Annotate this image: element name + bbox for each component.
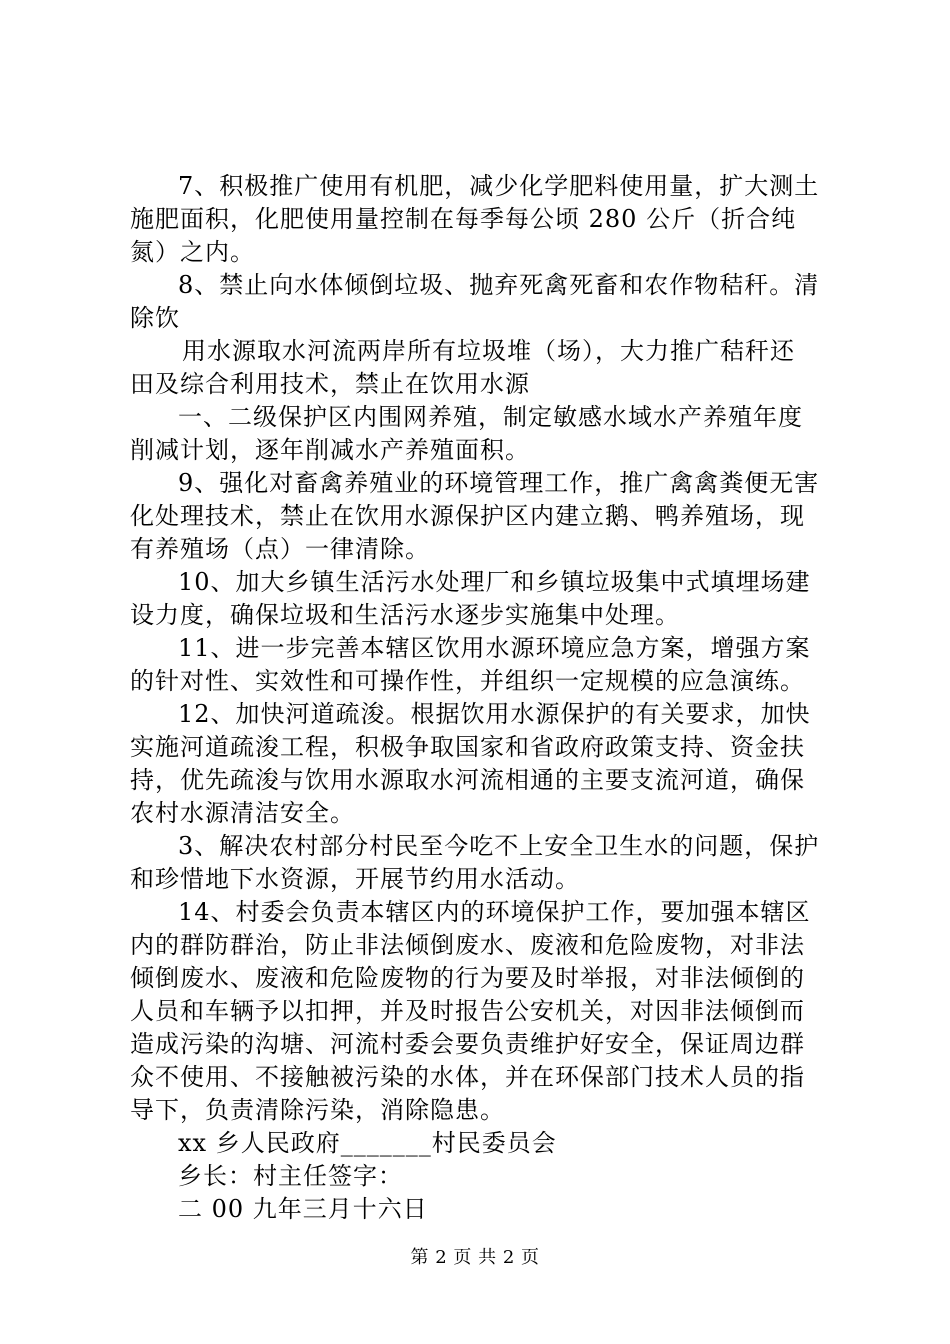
page-footer: 第 2 页 共 2 页 [410,1247,540,1268]
text-line: 有养殖场（点）一律清除。 [130,535,430,563]
text-line: 用水源取水河流两岸所有垃圾堆（场），大力推广秸秆还 [182,337,795,365]
text-line: 持，优先疏浚与饮用水源取水河流相通的主要支流河道，确保 [130,766,805,794]
signature-parties [130,1127,830,1160]
signature-titles [130,1160,830,1193]
paragraph-item-10 [130,566,830,632]
paragraph-item-9 [130,467,830,566]
paragraph-item-8-continued [130,335,830,401]
text-line: 乡长：村主任签字： [178,1162,403,1190]
text-line: 12、加快河道疏浚。根据饮用水源保护的有关要求，加快 [178,700,811,728]
text-line: 众不使用、不接触被污染的水体，并在环保部门技术人员的指 [130,1063,805,1091]
text-line: 10、加大乡镇生活污水处理厂和乡镇垃圾集中式填埋场建 [178,568,811,596]
text-line: 一、二级保护区内围网养殖，制定敏感水域水产养殖年度 [178,403,803,431]
text-line: 11、进一步完善本辖区饮用水源环境应急方案，增强方案 [178,634,811,662]
paragraph-item-8-protection-zone [130,401,830,467]
text-line: 的针对性、实效性和可操作性，并组织一定规模的应急演练。 [130,667,805,695]
text-line: 二 00 九年三月十六日 [178,1195,428,1223]
text-line: 14、村委会负责本辖区内的环境保护工作，要加强本辖区 [178,898,811,926]
paragraph-item-14 [130,896,830,1127]
text-line: 和珍惜地下水资源，开展节约用水活动。 [130,865,580,893]
text-line: 削减计划，逐年削减水产养殖面积。 [130,436,530,464]
text-line: 施肥面积，化肥使用量控制在每季每公顷 280 公斤（折合纯 [130,205,797,233]
text-line: 9、强化对畜禽养殖业的环境管理工作，推广禽禽粪便无害 [178,469,820,497]
text-line: 农村水源清洁安全。 [130,799,355,827]
text-line: 倾倒废水、废液和危险废物的行为要及时举报，对非法倾倒的 [130,964,805,992]
text-line: 实施河道疏浚工程，积极争取国家和省政府政策支持、资金扶 [130,733,805,761]
text-line: 氮）之内。 [130,238,255,266]
paragraph-item-13 [130,830,830,896]
paragraph-item-12 [130,698,830,830]
text-line: xx 乡人民政府_______村民委员会 [178,1129,557,1157]
text-line: 8、禁止向水体倾倒垃圾、抛弃死禽死畜和农作物秸秆。清 [178,271,820,299]
text-line: 内的群防群治，防止非法倾倒废水、废液和危险废物，对非法 [130,931,805,959]
text-line: 人员和车辆予以扣押，并及时报告公安机关，对因非法倾倒而 [130,997,805,1025]
paragraph-item-8 [130,269,830,335]
text-line: 7、积极推广使用有机肥，减少化学肥料使用量，扩大测土 [178,172,820,200]
text-line: 设力度，确保垃圾和生活污水逐步实施集中处理。 [130,601,680,629]
signature-date [130,1193,830,1226]
text-line: 除饮 [130,304,180,332]
text-line: 3、解决农村部分村民至今吃不上安全卫生水的问题，保护 [178,832,820,860]
document-body [130,170,830,1226]
paragraph-item-11 [130,632,830,698]
paragraph-item-7 [130,170,830,269]
text-line: 造成污染的沟塘、河流村委会要负责维护好安全，保证周边群 [130,1030,805,1058]
text-line: 化处理技术，禁止在饮用水源保护区内建立鹅、鸭养殖场，现 [130,502,805,530]
text-line: 田及综合利用技术，禁止在饮用水源 [130,370,530,398]
text-line: 导下，负责清除污染，消除隐患。 [130,1096,505,1124]
